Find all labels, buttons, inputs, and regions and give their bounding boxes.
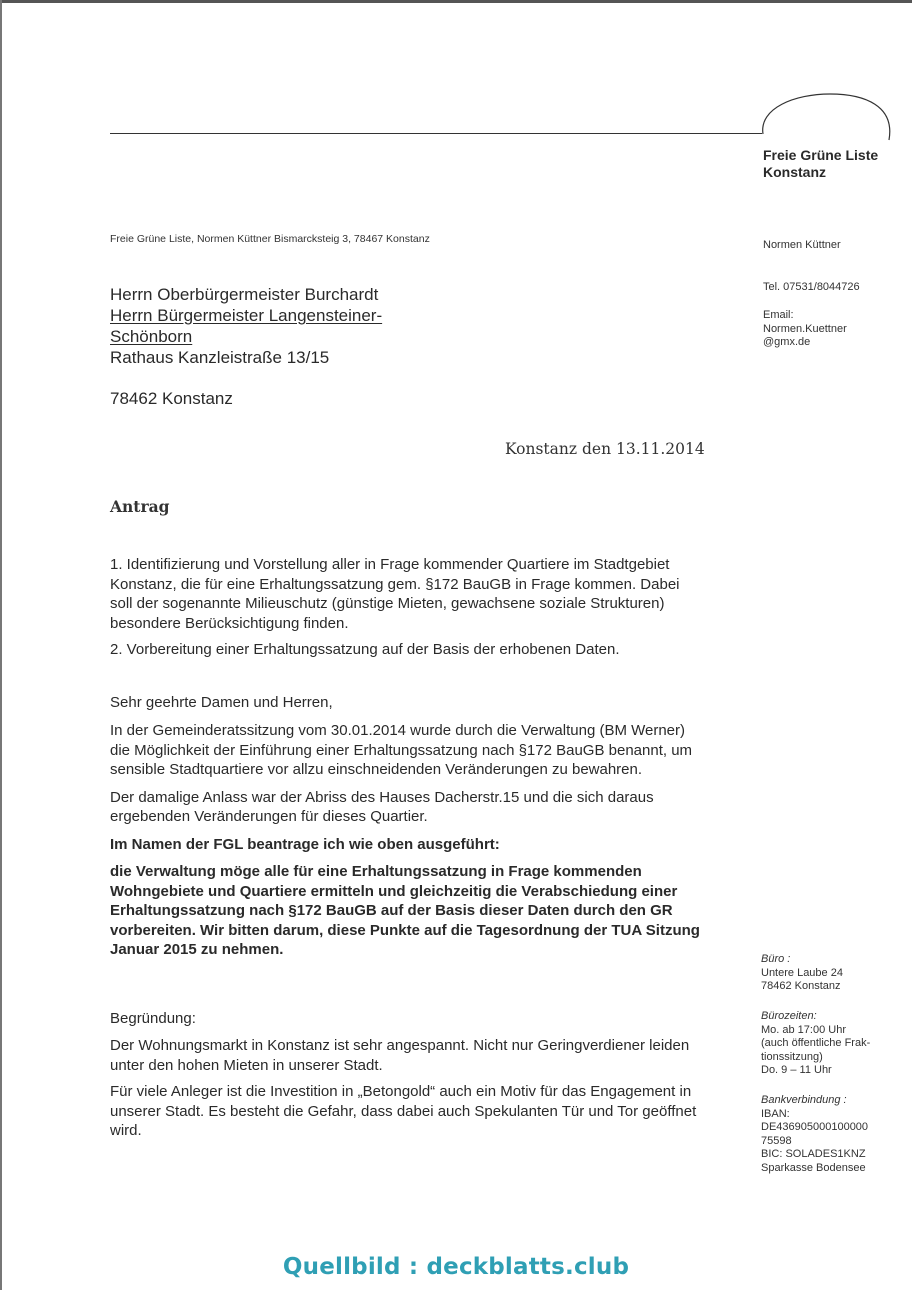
paragraph-request: die Verwaltung möge alle für eine Erhaltungssatzung in Frage kommenden Wohngebiete und Quartiere ermitteln und gleichzeitig die Verabschiedung einer Erhaltungssatzung nach §172 BauGB auf der Basis dieser Daten durch den GR vorbereiten. Wir bitten darum, diese Punkte auf die Tagesordnung der TUA Sitzung Januar 2015 zu nehmen. (110, 863, 700, 958)
bank-label: Bankverbindung : (761, 1094, 847, 1106)
request-item-1: 1. Identifizierung und Vorstellung aller in Frage kommender Quartiere im Stadtgebiet Konstanz, die für eine Erhaltungssatzung gem. §172 BauGB in Frage kommen. Dabei soll der sogenannte Milieuschutz (günstige Mieten, gewachsene soziale Strukturen) besondere Berücksichtigung finden. (110, 556, 680, 632)
hours-line4: Do. 9 – 11 Uhr (761, 1064, 832, 1076)
recipient-line4: Rathaus Kanzleistraße 13/15 (110, 348, 330, 367)
email-line1: Normen.Kuettner (763, 322, 847, 335)
recipient-line3: Schönborn (110, 327, 193, 346)
body-paragraphs (110, 721, 706, 960)
recipient-line1: Herrn Oberbürgermeister Burchardt (110, 285, 379, 304)
hours-line3: tionssitzung) (761, 1050, 823, 1063)
iban-line2: 75598 (761, 1134, 792, 1147)
recipient-line2: Herrn Bürgermeister Langensteiner- (110, 306, 383, 325)
paragraph-occasion: Der damalige Anlass war der Abriss des Hauses Dacherstr.15 und die sich daraus ergebenden Veränderungen für dieses Quartier. (110, 788, 654, 825)
reason-paragraph-2: Für viele Anleger ist die Investition in „Betongold“ auch ein Motiv für das Engagement in unserer Stadt. Es besteht die Gefahr, dass dabei auch Spekulanten Tür und Tor geöffnet wird. (110, 1083, 697, 1139)
logo-arc-icon (755, 88, 895, 144)
salutation: Sehr geehrte Damen und Herren, (110, 694, 333, 711)
email-line2: @gmx.de (763, 336, 811, 348)
email-label: Email: (763, 309, 794, 321)
office-label: Büro : (761, 953, 791, 965)
contact-email-block (763, 309, 847, 350)
contact-name: Normen Küttner (763, 239, 841, 251)
bank-block (761, 1094, 868, 1175)
hours-label: Bürozeiten: (761, 1010, 817, 1022)
hours-line2: (auch öffentliche Frak- (761, 1037, 871, 1049)
paragraph-context: In der Gemeinderatssitzung vom 30.01.2014 wurde durch die Verwaltung (BM Werner) die Möglichkeit der Einführung einer Erhaltungssatzung nach §172 BauGB benannt, um sensible Stadtquartiere vor allzu einschneidenden Veränderungen zu bewahren. (110, 722, 693, 778)
reason-label: Begründung: (110, 1010, 196, 1027)
letter-title: Antrag (110, 497, 170, 516)
request-item-2: 2. Vorbereitung einer Erhaltungssatzung auf der Basis der erhobenen Daten. (110, 641, 620, 658)
letterhead-rule (110, 133, 762, 134)
contact-tel: Tel. 07531/8044726 (763, 281, 860, 293)
reason-paragraph-1: Der Wohnungsmarkt in Konstanz ist sehr angespannt. Nicht nur Geringverdiener leiden unter den hohen Mieten in unserer Stadt. (110, 1037, 690, 1074)
bank-name: Sparkasse Bodensee (761, 1161, 866, 1174)
bic: BIC: SOLADES1KNZ (761, 1148, 866, 1160)
paragraph-request-intro: Im Namen der FGL beantrage ich wie oben ausgeführt: (110, 835, 500, 853)
org-name-line2: Konstanz (763, 164, 826, 180)
office-block (761, 953, 843, 994)
source-watermark: Quellbild : deckblatts.club (282, 1254, 630, 1280)
recipient-city: 78462 Konstanz (110, 389, 233, 408)
iban-label: IBAN: (761, 1107, 790, 1120)
page-top-edge (0, 0, 912, 3)
office-street: Untere Laube 24 (761, 966, 843, 979)
office-hours-block (761, 1010, 870, 1078)
iban-line1: DE436905000100000 (761, 1121, 869, 1133)
hours-line1: Mo. ab 17:00 Uhr (761, 1023, 846, 1036)
org-name-line1: Freie Grüne Liste (763, 147, 879, 163)
request-items (110, 555, 706, 660)
page-left-edge (0, 0, 2, 1290)
sender-return-address: Freie Grüne Liste, Normen Küttner Bismarcksteig 3, 78467 Konstanz (110, 233, 430, 245)
letter-date: Konstanz den 13.11.2014 (505, 440, 705, 458)
recipient-address (110, 284, 382, 368)
org-name (763, 147, 878, 181)
reason-paragraphs (110, 1036, 706, 1141)
office-city: 78462 Konstanz (761, 980, 841, 992)
